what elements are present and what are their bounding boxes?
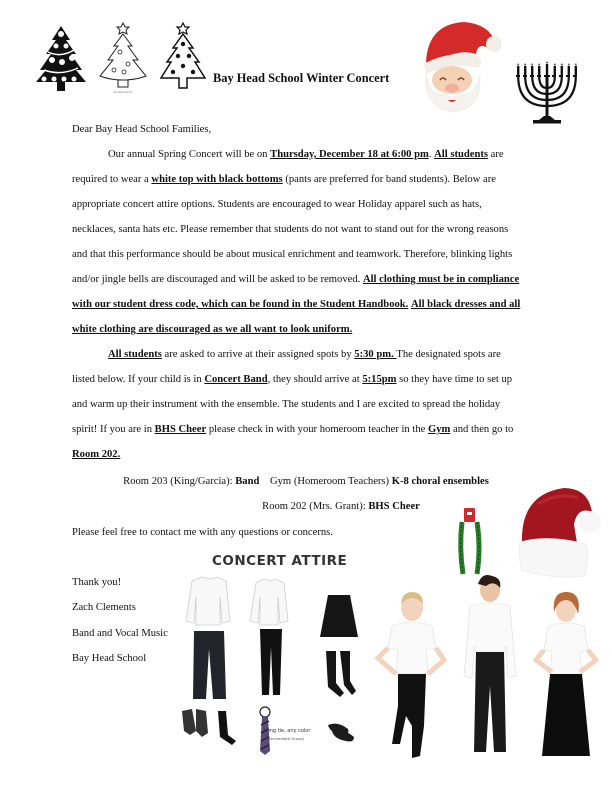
- greeting: Dear Bay Head School Families,: [72, 124, 212, 135]
- uniform-notice: All black dresses and all: [411, 299, 521, 310]
- tie-label: Long tie, any color: [264, 728, 311, 734]
- page-title: Bay Head School Winter Concert: [213, 71, 390, 85]
- gym: Gym: [427, 424, 451, 435]
- black-tights-icon: [326, 651, 356, 697]
- dress-code-notice: All clothing must be in compliance: [362, 274, 520, 285]
- student-models-photo: [370, 576, 610, 766]
- white-shirt-icon: [186, 577, 230, 625]
- black-skirt-icon: [320, 595, 358, 637]
- attire-title: CONCERT ATTIRE: [212, 553, 348, 569]
- christmas-tree-outline-icon: [96, 22, 150, 94]
- white-blouse-icon: [250, 579, 288, 625]
- paragraph-1-line-4: necklaces, santa hats etc. Please remember that students do not want to stand out for the wrong reasons: [72, 224, 509, 235]
- dress-shoes-icon: [182, 709, 208, 737]
- paragraph-2-line-5: Room 202.: [72, 449, 121, 460]
- svg-text:shutterstock: shutterstock: [113, 90, 133, 94]
- arrival-time: 5:30 pm.: [354, 349, 397, 360]
- paragraph-1-line-6: and/or jingle bells are discouraged and will be asked to be removed. All clothing must be in compliance: [72, 274, 520, 285]
- paragraph-1-line-5: and that this performance should be about musical enrichment and teamwork. Therefore, blinking lights: [72, 249, 513, 260]
- menorah-icon: [515, 62, 579, 128]
- bhs-cheer: BHS Cheer: [154, 424, 207, 435]
- model-boy-trousers: [464, 575, 516, 752]
- paragraph-1-line-1: Our annual Spring Concert will be on Thursday, December 18 at 6:00 pm. All students are: [108, 149, 504, 160]
- paragraph-1-line-8: white clothing are discouraged as we all want to look uniform.: [72, 324, 353, 335]
- concert-date: Thursday, December 18 at 6:00 pm: [270, 149, 429, 160]
- dress-requirement: white top with black bottoms: [151, 174, 283, 185]
- paragraph-1-line-2: required to wear a white top with black bottoms (pants are preferred for band students). Below are: [72, 174, 496, 185]
- black-socks-icon: [218, 711, 236, 745]
- signature-school: Bay Head School: [72, 653, 147, 664]
- signature-thanks: Thank you!: [72, 577, 122, 588]
- garland-icon: [457, 508, 483, 576]
- closing-line: Please feel free to contact me with any questions or concerns.: [72, 527, 333, 538]
- christmas-tree-filled-icon: [36, 24, 86, 92]
- model-girl-skirt: [536, 592, 596, 756]
- paragraph-2-line-2: listed below. If your child is in Concert Band, they should arrive at 5:15pm so they have time to set up: [72, 374, 513, 385]
- paragraph-1-line-3: appropriate concert attire options. Students are encouraged to wear Holiday apparel such as hats,: [72, 199, 482, 210]
- santa-hat-icon: [518, 484, 602, 582]
- paragraph-2-line-3: and warm up their instrument with the ensemble. The students and I are excited to spread the holiday: [72, 399, 501, 410]
- ballet-flats-icon: [328, 724, 354, 742]
- paragraph-1-line-7: [72, 298, 520, 312]
- room-assignments-2: Room 202 (Mrs. Grant): BHS Cheer: [262, 501, 420, 512]
- concert-band: Concert Band: [204, 374, 268, 385]
- black-pants-icon: [260, 629, 282, 695]
- band-arrival-time: 5:15pm: [362, 374, 397, 385]
- signature-role: Band and Vocal Music: [72, 628, 168, 639]
- paragraph-2-line-1: All students are asked to arrive at their assigned spots by 5:30 pm. The designated spots are: [108, 349, 501, 360]
- christmas-tree-dotted-icon: [160, 22, 206, 92]
- santa-face-icon: [418, 18, 504, 114]
- black-trousers-icon: [193, 631, 226, 699]
- model-girl-pants: [378, 592, 444, 758]
- all-students-emphasis: All students: [434, 149, 489, 160]
- signature-name: Zach Clements: [72, 602, 136, 613]
- room-assignments-1: Room 203 (King/Garcia): Band Gym (Homeroom Teachers) K-8 choral ensembles: [123, 476, 489, 487]
- tie-sublabel: (Intermediate Group): [264, 736, 305, 741]
- paragraph-2-line-4: spirit! If you are in BHS Cheer please check in with your homeroom teacher in the Gym and then go to: [72, 424, 514, 435]
- student-handbook-notice: with our student dress code, which can be found in the Student Handbook.: [72, 299, 409, 310]
